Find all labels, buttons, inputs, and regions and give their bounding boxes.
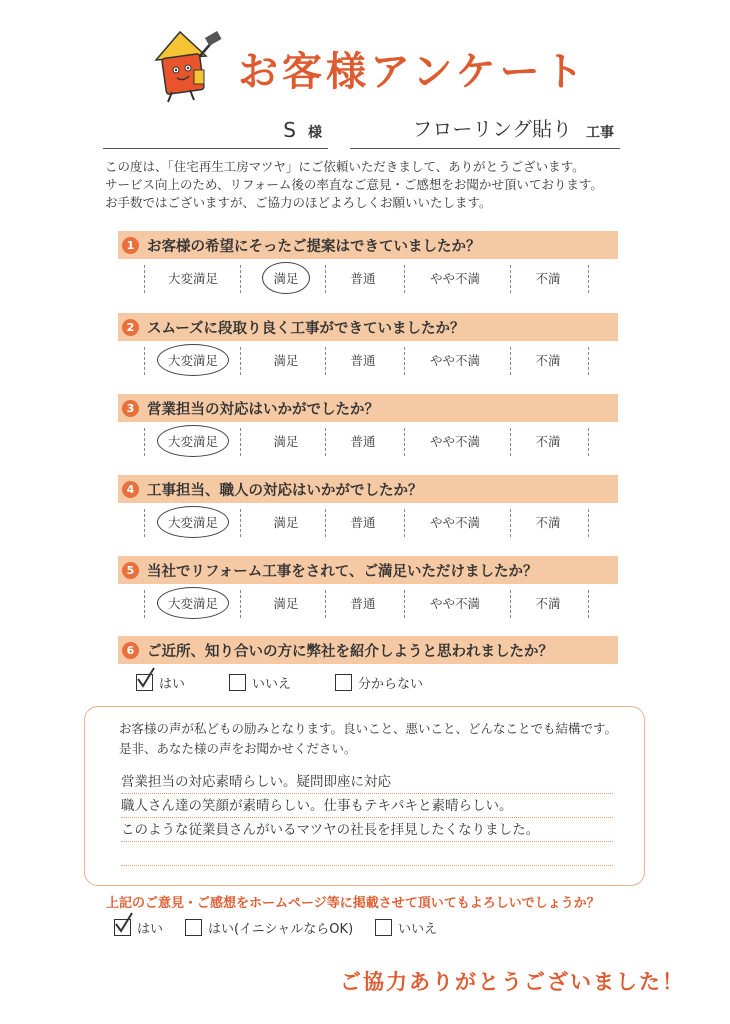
intro-line: この度は、「住宅再生工房マツヤ」にご依頼いただきまして、ありがとうございます。 <box>105 159 585 174</box>
house-mascot-logo <box>150 26 230 106</box>
q6-label-yes: はい <box>159 677 186 692</box>
q6-checkbox-yes[interactable] <box>136 674 153 691</box>
q6-label-unknown: 分からない <box>358 677 424 692</box>
rating-option-label: 大変満足 <box>167 271 218 286</box>
voice-intro <box>119 719 617 759</box>
question-number: 1 <box>122 237 139 254</box>
question-text: ご近所、知り合いの方に弊社を紹介しようと思われましたか？ <box>147 643 553 660</box>
rating-option-label: 大変満足 <box>157 506 229 538</box>
voice-line: 営業担当の対応素晴らしい。疑問即座に対応 <box>121 771 613 794</box>
question-number: 5 <box>122 562 139 579</box>
q6-options <box>136 673 467 692</box>
rating-option[interactable] <box>409 584 501 622</box>
rating-option-label: 大変満足 <box>157 587 229 619</box>
rating-option-label: 不満 <box>535 596 561 611</box>
rating-option[interactable] <box>147 584 239 622</box>
rating-option-label: やや不満 <box>429 434 480 449</box>
q6-label-no: いいえ <box>252 677 292 692</box>
option-separator <box>144 347 145 375</box>
rating-option[interactable] <box>147 503 239 541</box>
rating-option[interactable] <box>502 341 594 379</box>
customer-voice-box <box>84 706 645 886</box>
question-number: 4 <box>122 481 139 498</box>
question-header <box>118 313 618 341</box>
question-5 <box>118 556 618 622</box>
question-header <box>118 475 618 503</box>
customer-suffix: 様 <box>308 125 322 141</box>
question-3 <box>118 394 618 460</box>
rating-option-label: 満足 <box>273 515 299 530</box>
rating-option-label: やや不満 <box>429 596 480 611</box>
intro-line: お手数ではございますが、ご協力のほどよろしくお願いいたします。 <box>105 195 492 210</box>
intro-line: サービス向上のため、リフォーム後の率直なご意見・ご感想をお聞かせ頂いております。 <box>105 177 603 192</box>
rating-option-label: 普通 <box>350 271 376 286</box>
rating-option-label: 大変満足 <box>157 425 229 457</box>
rating-options <box>118 422 618 460</box>
rating-option-label: 大変満足 <box>157 344 229 376</box>
question-text: スムーズに段取り良く工事ができていましたか？ <box>147 320 465 337</box>
rating-option-label: 満足 <box>273 596 299 611</box>
question-2 <box>118 313 618 379</box>
permission-options <box>114 918 481 937</box>
customer-name-value: S <box>283 118 296 142</box>
question-header <box>118 636 618 664</box>
voice-line <box>121 843 613 866</box>
permission-checkbox-no[interactable] <box>375 919 392 936</box>
question-6 <box>118 636 618 664</box>
rating-option-label: 普通 <box>350 515 376 530</box>
rating-option[interactable] <box>409 422 501 460</box>
rating-option-label: 普通 <box>350 353 376 368</box>
rating-option-label: 満足 <box>273 434 299 449</box>
question-4 <box>118 475 618 541</box>
q6-checkbox-no[interactable] <box>229 674 246 691</box>
rating-option[interactable] <box>317 422 409 460</box>
page-title: お客様アンケート <box>238 49 588 95</box>
rating-options <box>118 259 618 297</box>
question-header <box>118 231 618 259</box>
q6-checkbox-unknown[interactable] <box>335 674 352 691</box>
thanks-message: ご協力ありがとうございました！ <box>340 970 685 994</box>
customer-name-field <box>103 116 328 149</box>
rating-option-label: 普通 <box>350 434 376 449</box>
question-number: 2 <box>122 319 139 336</box>
rating-option-label: やや不満 <box>429 353 480 368</box>
rating-option[interactable] <box>317 259 409 297</box>
rating-option[interactable] <box>147 259 239 297</box>
rating-option-label: 不満 <box>535 353 561 368</box>
rating-option[interactable] <box>502 503 594 541</box>
permission-label-yes: はい <box>137 922 164 937</box>
permission-label-initials: はい(イニシャルならOK) <box>208 922 354 937</box>
rating-option[interactable] <box>502 584 594 622</box>
rating-option-label: 普通 <box>350 596 376 611</box>
option-separator <box>144 428 145 456</box>
permission-checkbox-initials[interactable] <box>185 919 202 936</box>
rating-option[interactable] <box>147 341 239 379</box>
question-number: 3 <box>122 400 139 417</box>
question-text: 営業担当の対応はいかがでしたか？ <box>147 401 379 418</box>
work-suffix: 工事 <box>586 125 614 141</box>
rating-options <box>118 341 618 379</box>
rating-options <box>118 584 618 622</box>
voice-line: 職人さん達の笑顔が素晴らしい。仕事もテキパキと素晴らしい。 <box>121 795 613 818</box>
rating-option[interactable] <box>147 422 239 460</box>
permission-question: 上記のご意見・ご感想をホームページ等に掲載させて頂いてもよろしいでしょうか？ <box>106 896 600 911</box>
option-separator <box>144 509 145 537</box>
rating-option[interactable] <box>317 503 409 541</box>
rating-option[interactable] <box>502 259 594 297</box>
intro-text <box>105 158 665 212</box>
rating-option[interactable] <box>409 341 501 379</box>
permission-label-no: いいえ <box>398 922 438 937</box>
question-header <box>118 556 618 584</box>
voice-line: このような従業員さんがいるマツヤの社長を拝見したくなりました。 <box>121 819 613 842</box>
rating-option[interactable] <box>502 422 594 460</box>
voice-intro-line: お客様の声が私どもの励みとなります。良いこと、悪いこと、どんなことでも結構です。 <box>119 721 618 736</box>
question-text: お客様の希望にそったご提案はできていましたか？ <box>147 238 481 255</box>
rating-option[interactable] <box>317 584 409 622</box>
question-number: 6 <box>122 642 139 659</box>
rating-option[interactable] <box>409 259 501 297</box>
rating-option-label: 満足 <box>273 353 299 368</box>
rating-option-label: やや不満 <box>429 515 480 530</box>
question-text: 工事担当、職人の対応はいかがでしたか？ <box>147 482 423 499</box>
voice-intro-line: 是非、あなた様の声をお聞かせください。 <box>119 741 357 756</box>
question-1 <box>118 231 618 297</box>
permission-checkbox-yes[interactable] <box>114 919 131 936</box>
rating-option-label: 不満 <box>535 271 561 286</box>
rating-option[interactable] <box>317 341 409 379</box>
work-name-value: フローリング貼り <box>412 117 572 141</box>
rating-option-label: やや不満 <box>429 271 480 286</box>
question-text: 当社でリフォーム工事をされて、ご満足いただけましたか？ <box>147 563 538 580</box>
rating-option-label: 不満 <box>535 515 561 530</box>
rating-option-label: 不満 <box>535 434 561 449</box>
rating-options <box>118 503 618 541</box>
rating-option-label: 満足 <box>262 262 309 294</box>
option-separator <box>144 590 145 618</box>
question-header <box>118 394 618 422</box>
rating-option[interactable] <box>409 503 501 541</box>
option-separator <box>144 265 145 293</box>
work-name-field <box>350 116 620 149</box>
